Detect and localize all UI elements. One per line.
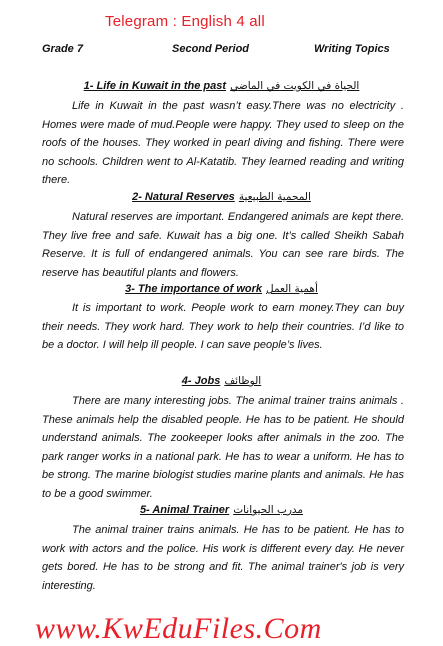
- section-1-arabic-title: الحياة في الكويت في الماضي: [230, 80, 360, 92]
- section-3-paragraph: It is important to work. People work to earn money.They can buy their needs. They work hard. They work to help their countries. I’d like to be a doctor. I will help ill people. I can save people’s lives.: [42, 302, 404, 352]
- section-1-title: 1- Life in Kuwait in the past: [83, 80, 227, 92]
- section-2-arabic-title: المحمية الطبيعية: [238, 191, 311, 203]
- period-label: Second Period: [172, 43, 250, 55]
- grade-label: Grade 7: [42, 43, 83, 55]
- section-4-title: 4- Jobs: [181, 375, 221, 387]
- section-1-heading: [0, 80, 443, 92]
- section-4-paragraph: There are many interesting jobs. The animal trainer trains animals . These animals help the disabled people. He has to be patient. He should understand animals. The zookeeper looks after animals in the zoo. The park ranger works in a national park. He has to wear a uniform. He has to be strong. The marine biologist studies marine plants and animals. He has to be a good swimmer.: [42, 395, 404, 500]
- section-1-paragraph: Life in Kuwait in the past wasn’t easy.There was no electricity . Homes were made of mud.People were happy. They used to sleep on the roofs of the houses. They worked in pearl diving and fishing. There were no schools. Children went to Al-Katatib. They learned reading and writing there.: [42, 100, 404, 187]
- website-watermark: www.KwEduFiles.Com: [35, 612, 322, 645]
- topics-label: Writing Topics: [314, 43, 390, 55]
- telegram-channel-label: Telegram : English 4 all: [105, 13, 265, 30]
- section-2-title: 2- Natural Reserves: [132, 191, 235, 203]
- section-5-arabic-title: مدرب الحيوانات: [233, 504, 304, 516]
- section-4-arabic-title: الوظائف: [224, 375, 262, 387]
- section-5-title: 5- Animal Trainer: [139, 504, 230, 516]
- section-2-heading: [0, 191, 443, 203]
- section-3-arabic-title: أهمية العمل: [266, 283, 318, 295]
- section-2-paragraph: Natural reserves are important. Endangered animals are kept there. They live free and safe. Kuwait has a big one. It’s called Sheikh Sabah Reserve. It is full of endangered animals. You can see rare birds. The reserve has beautiful plants and flowers.: [42, 211, 404, 279]
- section-5-paragraph: The animal trainer trains animals. He has to be patient. He has to work with actors and the police. His work is different every day. He never gets bored. He has to be strong and fit. The animal trainer's job is very interesting.: [42, 524, 404, 592]
- section-4-heading: [0, 375, 443, 387]
- section-3-title: 3- The importance of work: [125, 283, 263, 295]
- section-3-heading: [0, 283, 443, 295]
- section-5-heading: [0, 504, 443, 516]
